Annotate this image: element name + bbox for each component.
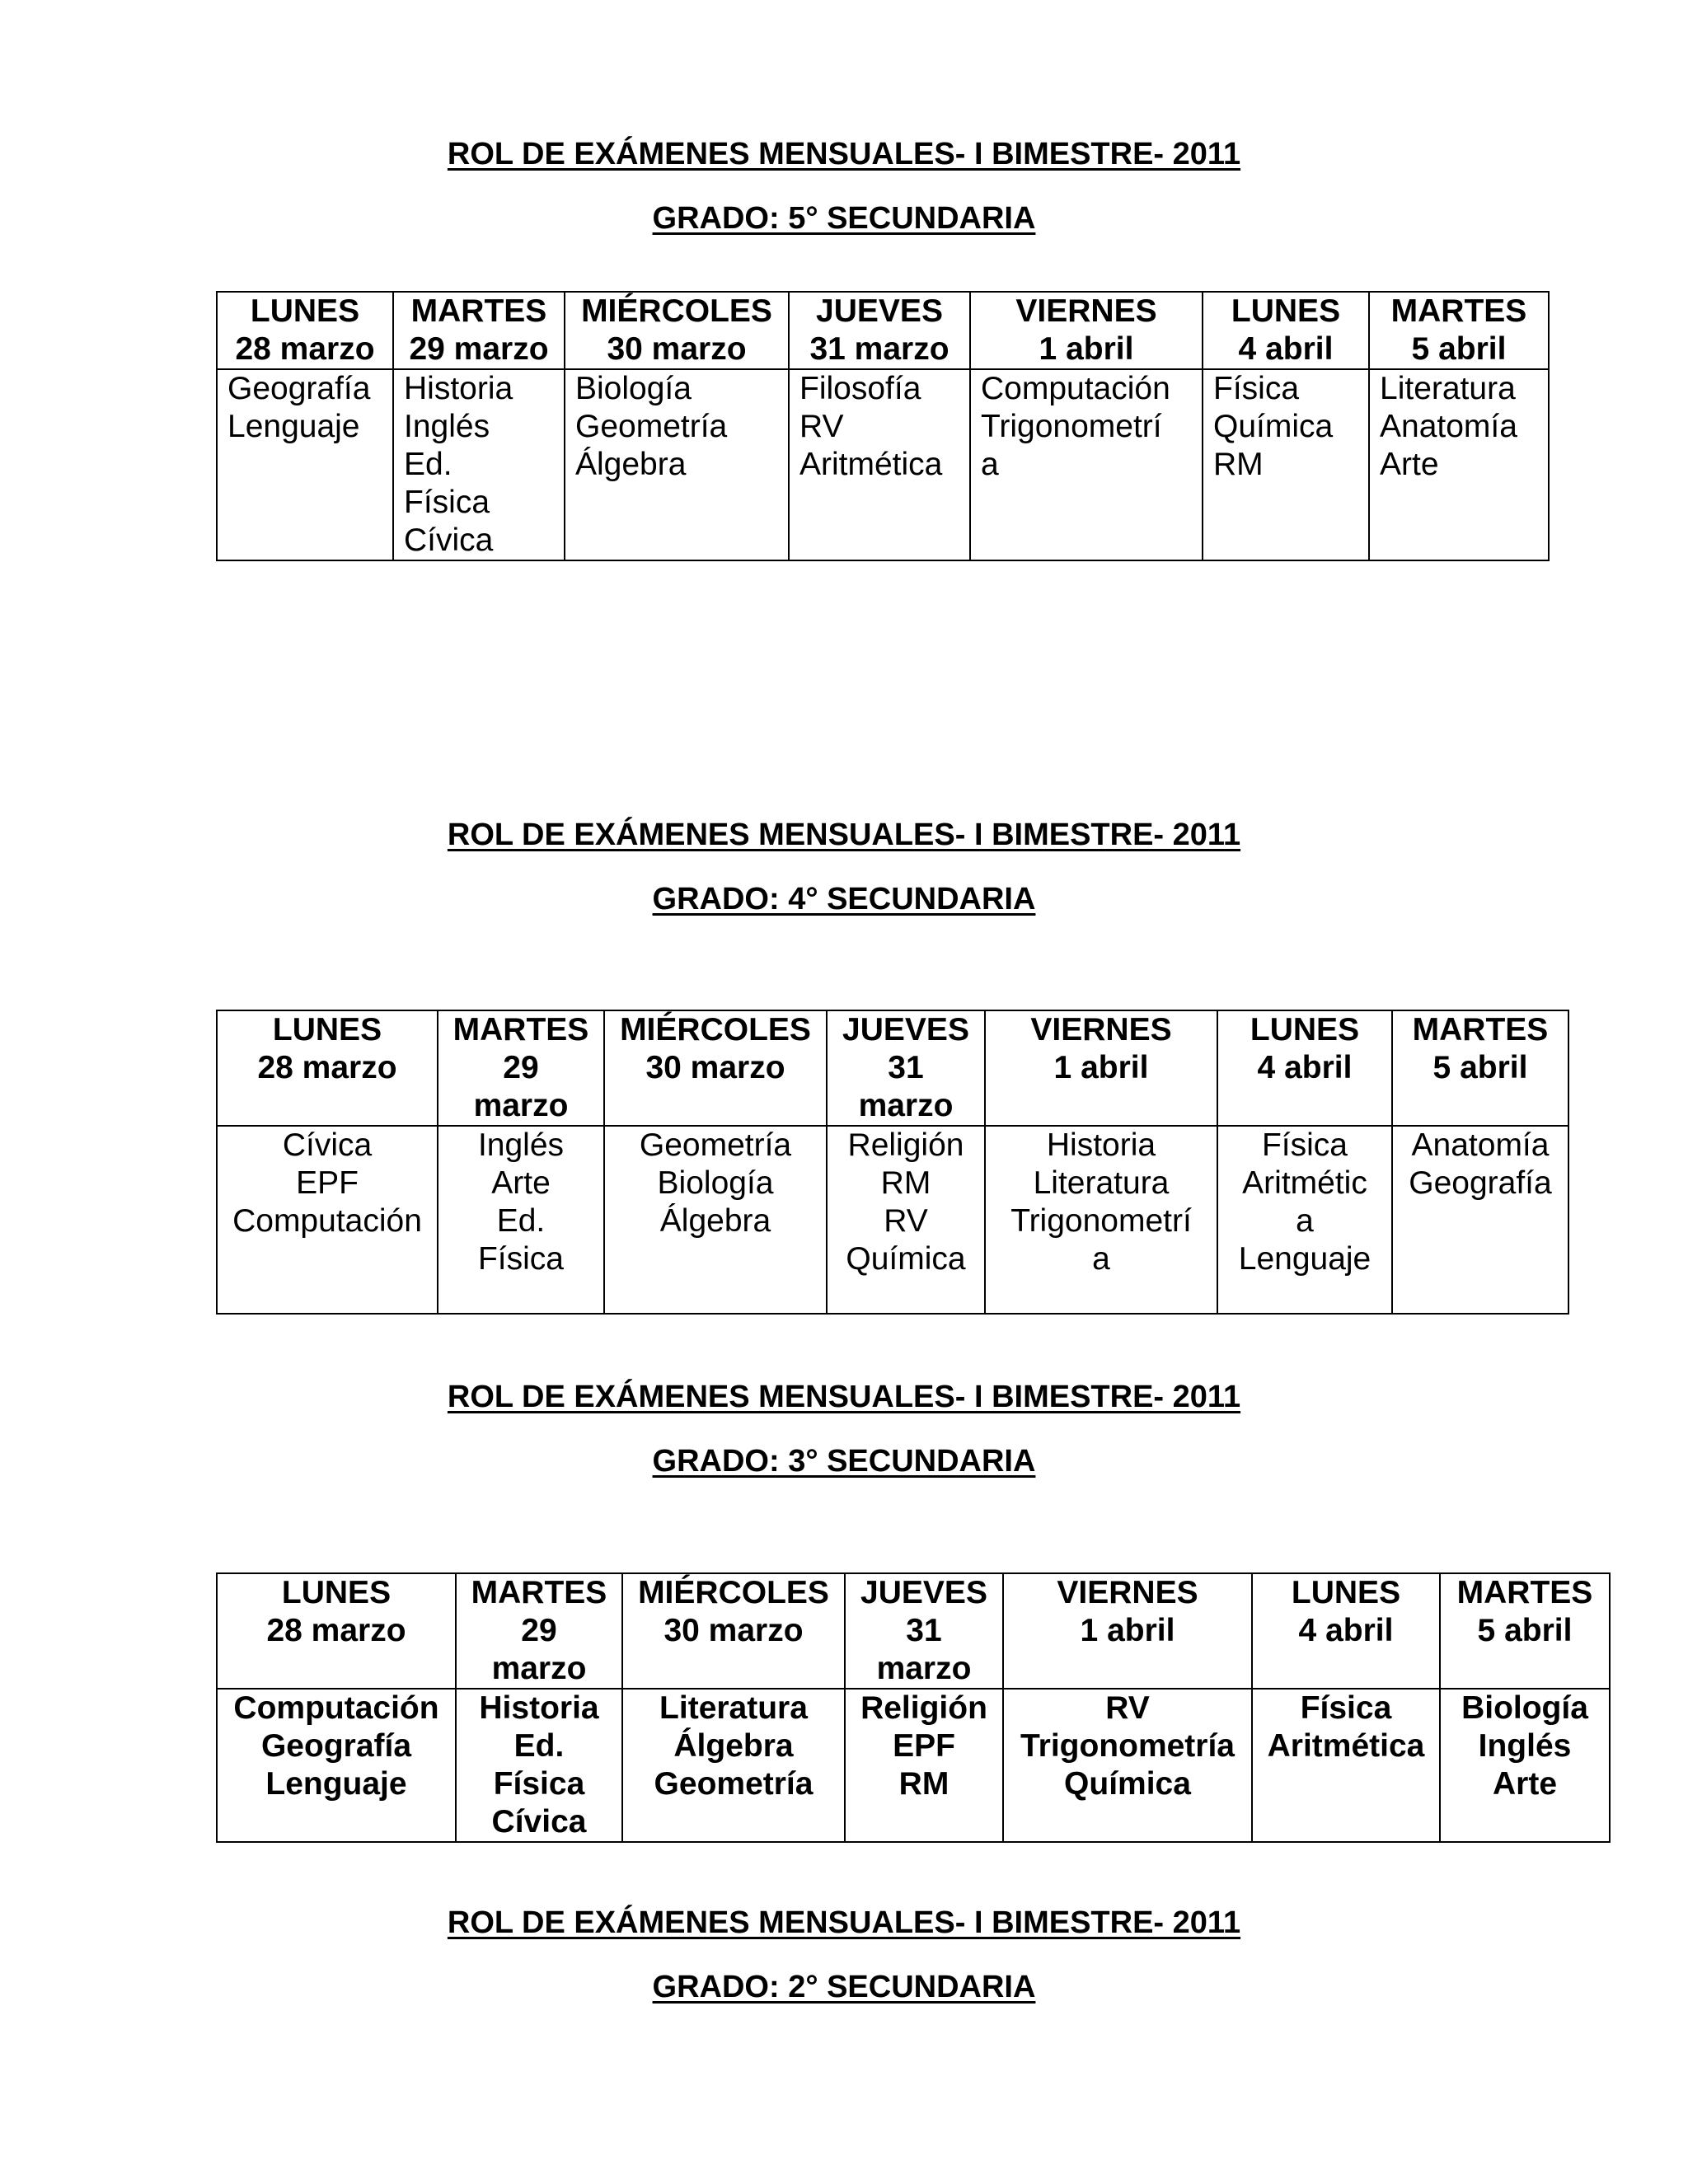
header-cell: MARTES 5 abril [1369, 292, 1549, 369]
subjects-cell: RV Trigonometría Química [1003, 1689, 1252, 1842]
grade-title: GRADO: 2° SECUNDARIA [652, 1970, 1036, 2004]
header-cell: MIÉRCOLES 30 marzo [565, 292, 789, 369]
header-cell: VIERNES 1 abril [970, 292, 1203, 369]
subjects-cell: Biología Inglés Arte [1440, 1689, 1610, 1842]
header-cell: VIERNES 1 abril [985, 1010, 1217, 1126]
exam-schedule-table-4 [216, 1010, 1569, 1315]
subjects-cell: Historia Literatura Trigonometrí a [985, 1126, 1217, 1314]
exam-schedule-table-5 [216, 291, 1550, 561]
subjects-cell: Biología Geometría Álgebra [565, 369, 789, 560]
header-cell: LUNES 4 abril [1252, 1573, 1440, 1689]
header-cell: MARTES 29 marzo [393, 292, 565, 369]
grade-title: GRADO: 4° SECUNDARIA [652, 882, 1036, 916]
subjects-row [217, 369, 1549, 560]
section-title: ROL DE EXÁMENES MENSUALES- I BIMESTRE- 2011 [447, 137, 1241, 171]
subjects-cell: Historia Ed. Física Cívica [456, 1689, 622, 1842]
grade-title: GRADO: 3° SECUNDARIA [652, 1444, 1036, 1479]
header-cell: MARTES 5 abril [1392, 1010, 1568, 1126]
header-row [217, 1010, 1568, 1126]
header-row [217, 1573, 1610, 1689]
section-title: ROL DE EXÁMENES MENSUALES- I BIMESTRE- 2011 [447, 1905, 1241, 1940]
header-cell: LUNES 4 abril [1203, 292, 1369, 369]
header-cell: MARTES 5 abril [1440, 1573, 1610, 1689]
header-cell: MIÉRCOLES 30 marzo [604, 1010, 827, 1126]
subjects-cell: Física Aritmétic a Lenguaje [1217, 1126, 1392, 1314]
header-cell: MARTES 29 marzo [438, 1010, 604, 1126]
header-cell: JUEVES 31 marzo [789, 292, 970, 369]
subjects-cell: Física Química RM [1203, 369, 1369, 560]
header-cell: LUNES 28 marzo [217, 292, 393, 369]
header-cell: LUNES 4 abril [1217, 1010, 1392, 1126]
subjects-cell: Computación Geografía Lenguaje [217, 1689, 456, 1842]
subjects-cell: Religión EPF RM [845, 1689, 1003, 1842]
subjects-cell: Computación Trigonometrí a [970, 369, 1203, 560]
header-cell: LUNES 28 marzo [217, 1010, 438, 1126]
subjects-row [217, 1689, 1610, 1842]
subjects-cell: Religión RM RV Química [827, 1126, 985, 1314]
header-cell: LUNES 28 marzo [217, 1573, 456, 1689]
subjects-cell: Geografía Lenguaje [217, 369, 393, 560]
header-cell: JUEVES 31 marzo [827, 1010, 985, 1126]
subjects-cell: Historia Inglés Ed. Física Cívica [393, 369, 565, 560]
subjects-cell: Inglés Arte Ed. Física [438, 1126, 604, 1314]
grade-title: GRADO: 5° SECUNDARIA [652, 201, 1036, 236]
header-row [217, 292, 1549, 369]
subjects-cell: Filosofía RV Aritmética [789, 369, 970, 560]
subjects-row [217, 1126, 1568, 1314]
section-title: ROL DE EXÁMENES MENSUALES- I BIMESTRE- 2011 [447, 1380, 1241, 1414]
subjects-cell: Anatomía Geografía [1392, 1126, 1568, 1314]
header-cell: VIERNES 1 abril [1003, 1573, 1252, 1689]
subjects-cell: Cívica EPF Computación [217, 1126, 438, 1314]
subjects-cell: Física Aritmética [1252, 1689, 1440, 1842]
section-title: ROL DE EXÁMENES MENSUALES- I BIMESTRE- 2011 [447, 818, 1241, 852]
header-cell: JUEVES 31 marzo [845, 1573, 1003, 1689]
header-cell: MARTES 29 marzo [456, 1573, 622, 1689]
subjects-cell: Geometría Biología Álgebra [604, 1126, 827, 1314]
header-cell: MIÉRCOLES 30 marzo [622, 1573, 845, 1689]
subjects-cell: Literatura Anatomía Arte [1369, 369, 1549, 560]
subjects-cell: Literatura Álgebra Geometría [622, 1689, 845, 1842]
exam-schedule-table-3 [216, 1572, 1611, 1843]
